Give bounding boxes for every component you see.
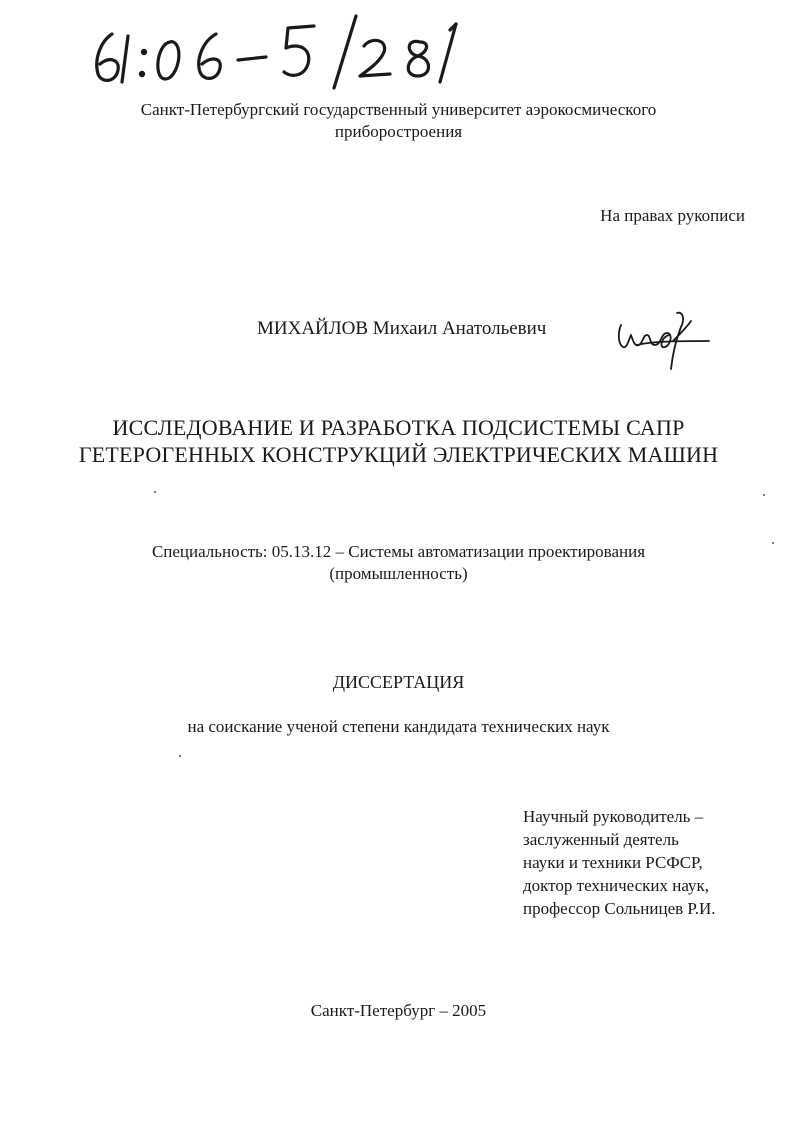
handwritten-registry-number — [88, 12, 468, 90]
supervisor-line: доктор технических наук, — [523, 876, 710, 895]
title-line-2: ГЕТЕРОГЕННЫХ КОНСТРУКЦИЙ ЭЛЕКТРИЧЕСКИХ МАШИН — [78, 442, 719, 467]
scan-speck — [179, 755, 181, 757]
university-name — [0, 99, 797, 143]
specialty-line-2: (промышленность) — [329, 564, 468, 583]
author-signature — [613, 307, 713, 377]
university-line-1: Санкт-Петербургский государственный университет аэрокосмического — [140, 100, 657, 119]
rights-note: На правах рукописи — [600, 206, 745, 225]
university-line-2: приборостроения — [334, 122, 463, 141]
supervisor-line: Научный руководитель – — [523, 807, 704, 826]
supervisor-line: профессор Сольницев Р.И. — [523, 899, 716, 918]
degree-statement: на соискание ученой степени кандидата технических наук — [187, 717, 610, 736]
document-type: ДИССЕРТАЦИЯ — [332, 672, 465, 692]
specialty-line-1: Специальность: 05.13.12 – Системы автоматизации проектирования — [151, 542, 646, 561]
supervisor-line: науки и техники РСФСР, — [523, 853, 703, 872]
scan-speck — [154, 491, 156, 493]
title-line-1: ИССЛЕДОВАНИЕ И РАЗРАБОТКА ПОДСИСТЕМЫ САПР — [112, 415, 685, 440]
dissertation-title — [0, 414, 797, 468]
author-name: МИХАЙЛОВ Михаил Анатольевич — [257, 318, 547, 339]
specialty — [0, 541, 797, 585]
city-year: Санкт-Петербург – 2005 — [310, 1001, 487, 1020]
scan-speck — [772, 542, 774, 544]
supervisor-line: заслуженный деятель — [523, 830, 679, 849]
scan-speck — [763, 494, 765, 496]
supervisor-block — [523, 805, 716, 920]
